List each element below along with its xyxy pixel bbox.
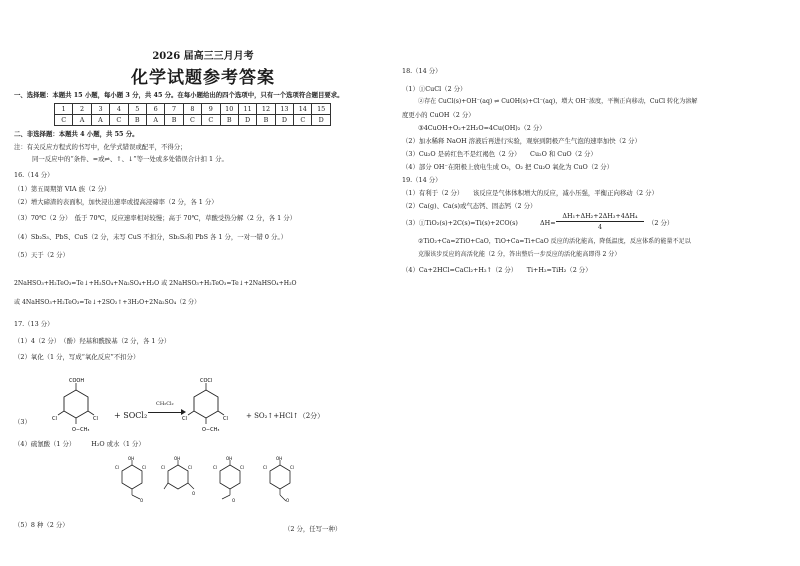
answer-table-answer-cell: C: [202, 115, 220, 126]
answer-table-number-cell: 12: [257, 104, 275, 115]
q18-answer-2: （2）加水稀释 NaOH 溶液后再进行实验，观察到阴极产生气泡的速率加快（2 分）: [402, 137, 641, 145]
answer-table-number-cell: 7: [165, 104, 183, 115]
q18-answer-1b: ②存在 CuCl(s)+OH⁻(aq) ⇌ CuOH(s)+Cl⁻(aq)，增大 OH⁻浓度，平衡正向移动，CuCl 转化为溶解: [418, 98, 698, 105]
isomer3-cl-right: Cl: [240, 465, 244, 470]
mol1-cl-right: Cl: [93, 416, 98, 422]
isomer2-o: O: [192, 491, 196, 496]
isomer-structure-3: [212, 455, 252, 503]
answer-table-answer-cell: C: [110, 115, 128, 126]
exam-name: 2026 届高三三月月考: [152, 51, 254, 62]
q19-heading: 19.（14 分）: [402, 176, 442, 184]
q16-answer-3: （3）70℃（2 分） 低于 70℃，反应速率相对较慢；高于 70℃，草酸受热分解（2 分，各 1 分）: [14, 214, 296, 222]
q16-equation-1: 2NaHSO₃+H₂TeO₃=Te↓+H₂SO₄+Na₂SO₄+H₂O 或 2NaHSO₃+H₂TeO₃=Te↓+2NaHSO₄+H₂O: [14, 280, 297, 287]
acyl-chloride-structure: [182, 376, 242, 436]
answer-table-answer-cell: D: [312, 115, 330, 126]
q17-answer-1: （1）4（2 分） （酚）羟基和酰胺基（2 分，各 1 分）: [14, 337, 171, 345]
isomer3-o: O: [232, 498, 236, 503]
q19-answer-1: （1）有利于（2 分） 该反应是气体体积增大的反应，减小压强，平衡正向移动（2 分）: [402, 189, 658, 197]
answer-table-number-cell: 5: [128, 104, 146, 115]
q17-answer-2: （2）氧化（1 分，写成“氧化反应”不扣分）: [14, 353, 140, 361]
isomer4-oh: OH: [276, 456, 283, 461]
isomer-structure-1: [114, 455, 154, 503]
isomer4-cl-left: Cl: [263, 465, 267, 470]
answer-table-answer-cell: B: [257, 115, 275, 126]
answer-table-number-cell: 3: [91, 104, 109, 115]
answer-table-number-cell: 10: [220, 104, 238, 115]
answer-table-number-row: [55, 104, 331, 115]
q19-delta-h-label: ΔH=: [540, 219, 556, 227]
answer-table-number-cell: 11: [238, 104, 256, 115]
answer-table-answer-cell: A: [146, 115, 164, 126]
answer-table-answer-cell: B: [220, 115, 238, 126]
answer-table-number-cell: 15: [312, 104, 330, 115]
mol1-och3-label: O−CH₃: [72, 427, 90, 433]
q17-answer-3-label: （3）: [14, 418, 31, 426]
delta-h-numerator: ΔH₁+ΔH₂+2ΔH₃+4ΔH₄: [556, 212, 644, 222]
answer-table-number-cell: 14: [294, 104, 312, 115]
q17-reagent: + SOCl₂: [114, 411, 148, 420]
q17-answer-5-tail: （2 分，任写一种）: [284, 525, 342, 533]
isomer2-cl-left: Cl: [161, 465, 165, 470]
answer-table-number-cell: 9: [202, 104, 220, 115]
answer-table-number-cell: 2: [73, 104, 91, 115]
q17-answer-5: （5）8 种（2 分）: [14, 521, 69, 529]
q16-equation-2: 或 4NaHSO₃+H₂TeO₃=Te↓+2SO₂↑+3H₂O+2Na₂SO₄（2 分）: [14, 299, 201, 306]
q16-answer-2: （2）增大碲渣的表面积，加快浸出速率或提高浸碲率（2 分，各 1 分）: [14, 198, 218, 206]
isomer1-o: O: [140, 498, 144, 503]
q17-products: + SO₂↑+HCl↑（2分）: [246, 412, 325, 420]
q18-heading: 18.（14 分）: [402, 67, 442, 75]
q17-solvent: CH₂Cl₂: [156, 401, 174, 407]
isomer3-oh: OH: [226, 456, 233, 461]
q16-answer-4: （4）Sb₂S₃、PbS、CuS（2 分，未写 CuS 不扣分，Sb₂S₃和 PbS 各 1 分，一对一错 0 分。）: [14, 233, 287, 241]
isomer1-oh: OH: [128, 456, 135, 461]
q16-answer-1: （1）第五周期第 VIA 族（2 分）: [14, 185, 111, 193]
isomer2-cl-right: Cl: [188, 465, 192, 470]
mol1-cl-left: Cl: [52, 416, 57, 422]
q16-heading: 16.（14 分）: [14, 171, 54, 179]
isomer-structure-2: [160, 455, 200, 503]
answer-table-answer-cell: D: [275, 115, 293, 126]
delta-h-denominator: 4: [597, 223, 603, 231]
isomer1-cl-left: Cl: [115, 465, 119, 470]
q19-answer-3c: 克服该步反应的高活化能（2 分，答出整后一步反应的活化能高即得 2 分）: [418, 251, 621, 258]
section2-note2: 同一反应中的“条件、=或⇌、↑、↓”等一处或多处错误合计扣 1 分。: [32, 155, 228, 163]
benzoic-acid-structure: [52, 376, 112, 436]
section2-heading: 二、非选择题：本题共 4 小题，共 55 分。: [14, 130, 139, 138]
isomer2-oh: OH: [174, 456, 181, 461]
mol1-cooh-label: COOH: [69, 378, 85, 384]
answer-table-number-cell: 6: [146, 104, 164, 115]
answer-table-number-cell: 1: [55, 104, 73, 115]
answer-table-answer-cell: C: [55, 115, 73, 126]
q19-answer-2: （2）Ca(g)、Ca(s)或气态钙、固态钙（2 分）: [402, 202, 537, 210]
answer-table-answer-cell: B: [165, 115, 183, 126]
mol2-cl-left: Cl: [182, 416, 187, 422]
answer-table-number-cell: 8: [183, 104, 201, 115]
q17-heading: 17.（13 分）: [14, 320, 54, 328]
isomer3-cl-left: Cl: [213, 465, 217, 470]
isomer1-cl-right: Cl: [142, 465, 146, 470]
mol2-cl-right: Cl: [223, 416, 228, 422]
q18-answer-3: （3）Cu₂O 是砖红色不是红褐色（2 分） Cu₂O 和 CuO（2 分）: [402, 150, 597, 158]
answer-table-number-cell: 4: [110, 104, 128, 115]
section1-heading: 一、选择题：本题共 15 小题，每小题 3 分，共 45 分。在每小题给出的四个选项中，只有一个选项符合题目要求。: [14, 91, 344, 99]
q18-answer-1c: 度更小的 CuOH（2 分）: [402, 111, 475, 119]
q18-answer-4: （4）部分 OH⁻在阳极上放电生成 O₂，O₂ 把 Cu₂O 氧化为 CuO（2 分）: [402, 163, 614, 171]
answer-table-answer-cell: A: [91, 115, 109, 126]
answer-table-answer-cell: C: [183, 115, 201, 126]
q19-answer-4: （4）Ca+2HCl=CaCl₂+H₂↑（2 分） Ti+H₂=TiH₂（2 分）: [402, 266, 592, 274]
answer-table-number-cell: 13: [275, 104, 293, 115]
reaction-arrow: [148, 412, 184, 413]
q19-answer-3b: ②TiO₂+Ca=2TiO+CaO，TiO+Ca=Ti+CaO 反应的活化能高，降低温度，反应体系的能量不足以: [418, 238, 691, 245]
q16-answer-5: （5）天于（2 分）: [14, 251, 69, 259]
q18-answer-1: （1）①CuCl（2 分）: [402, 85, 467, 93]
mol2-cocl-label: COCl: [200, 378, 213, 384]
isomer4-cl-right: Cl: [290, 465, 294, 470]
q17-answer-4: （4）硫氰酸（1 分） H₂O 或水（1 分）: [14, 440, 145, 448]
answer-table-answer-cell: A: [73, 115, 91, 126]
answer-table-answer-row: [55, 115, 331, 126]
mol2-och3-label: O−CH₃: [202, 427, 220, 433]
q19-answer-3-points: （2 分）: [648, 219, 674, 227]
q18-answer-1d: ③4CuOH+O₂+2H₂O=4Cu(OH)₂（2 分）: [418, 124, 546, 132]
isomer-structure-4: [262, 455, 302, 503]
delta-h-fraction: [556, 212, 644, 231]
answer-table-answer-cell: C: [294, 115, 312, 126]
answer-table-answer-cell: D: [238, 115, 256, 126]
section2-note1: 注：有关反应方程式的书写中，化学式错误或配平，不得分；: [14, 143, 187, 151]
page-title: 化学试题参考答案: [131, 68, 275, 88]
answer-table-answer-cell: B: [128, 115, 146, 126]
answer-table: [54, 103, 331, 126]
q19-answer-3-equation: （3）①TiO₂(s)+2C(s)=Ti(s)+2CO(s): [402, 219, 518, 227]
isomer4-o: O: [286, 498, 290, 503]
